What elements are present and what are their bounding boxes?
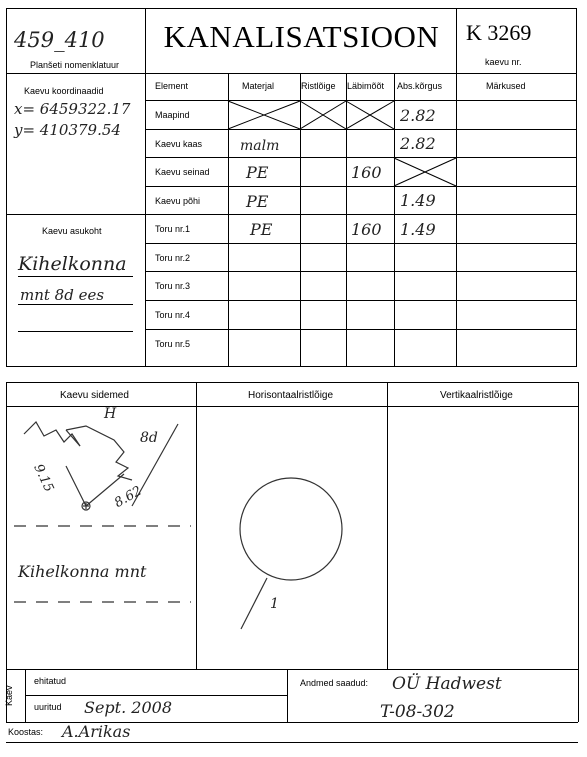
cell-abs: 2.82	[400, 106, 436, 125]
crossed-cells	[0, 0, 587, 370]
cell-labimoot: 160	[351, 163, 382, 182]
andmed-value-2: T-08-302	[380, 702, 455, 722]
table-row-element: Toru nr.5	[155, 339, 191, 349]
table-row-element: Toru nr.3	[155, 281, 191, 291]
sketch-dist1: 9.15	[30, 462, 57, 495]
location-line1: Kihelkonna	[18, 253, 127, 275]
well-number-value: K 3269	[466, 20, 532, 45]
table-row-element: Kaevu põhi	[155, 196, 201, 206]
uuritud-value: Sept. 2008	[84, 698, 172, 717]
coord-x-value: x= 6459322.17	[14, 100, 131, 118]
col-header-markused: Märkused	[486, 81, 526, 91]
table-row-element: Toru nr.2	[155, 253, 191, 263]
table-row-element: Maapind	[155, 110, 190, 120]
cell-materjal: PE	[246, 192, 269, 211]
col-title-vertikaal: Vertikaalristlõige	[440, 390, 513, 401]
coord-y-value: y= 410379.54	[14, 121, 121, 139]
location-label: Kaevu asukoht	[42, 226, 102, 236]
col-header-element: Element	[155, 81, 189, 91]
cell-materjal: PE	[250, 220, 273, 239]
sketch-street: Kihelkonna mnt	[18, 562, 147, 581]
pipe-number: 1	[270, 596, 279, 612]
cell-abs: 2.82	[400, 134, 436, 153]
col-header-ristloige: Ristlõige	[301, 81, 336, 91]
col-header-materjal: Materjal	[242, 81, 275, 91]
col-title-horisontaal: Horisontaalristlõige	[248, 390, 334, 401]
cell-abs: 1.49	[400, 191, 436, 210]
sketch-dist2: 8.62	[112, 483, 145, 511]
location-line2: mnt 8d ees	[20, 286, 105, 304]
cell-materjal: malm	[240, 138, 280, 154]
table-row-element: Toru nr.4	[155, 310, 191, 320]
koostas-value: A.Arikas	[62, 722, 131, 741]
andmed-label: Andmed saadud:	[300, 678, 369, 688]
coords-label: Kaevu koordinaadid	[24, 86, 104, 96]
cell-labimoot: 160	[351, 220, 382, 239]
well-number-label: kaevu nr.	[485, 57, 522, 67]
col-header-labimoot: Läbimõõt	[347, 81, 385, 91]
sketch-label-8d: 8d	[140, 430, 158, 446]
cell-materjal: PE	[246, 163, 269, 182]
table-row-element: Kaevu seinad	[155, 167, 210, 177]
col-title-sidemed: Kaevu sidemed	[60, 390, 129, 401]
col-header-abs: Abs.kõrgus	[397, 81, 443, 91]
table-row-element: Toru nr.1	[155, 224, 191, 234]
location-sketch	[6, 406, 196, 669]
koostas-label: Koostas:	[8, 727, 44, 737]
sketch-label-h: H	[104, 406, 117, 422]
nomenclature-label: Planšeti nomenklatuur	[30, 60, 120, 70]
andmed-value-1: OÜ Hadwest	[392, 674, 502, 694]
cell-abs: 1.49	[400, 220, 436, 239]
kaev-label: Kaev	[4, 685, 14, 706]
ehitatud-label: ehitatud	[34, 676, 67, 686]
nomenclature-value: 459_410	[14, 28, 105, 52]
table-row-element: Kaevu kaas	[155, 139, 203, 149]
horizontal-section	[197, 407, 387, 669]
uuritud-label: uuritud	[34, 702, 62, 712]
page-title: KANALISATSIOON	[163, 19, 440, 54]
